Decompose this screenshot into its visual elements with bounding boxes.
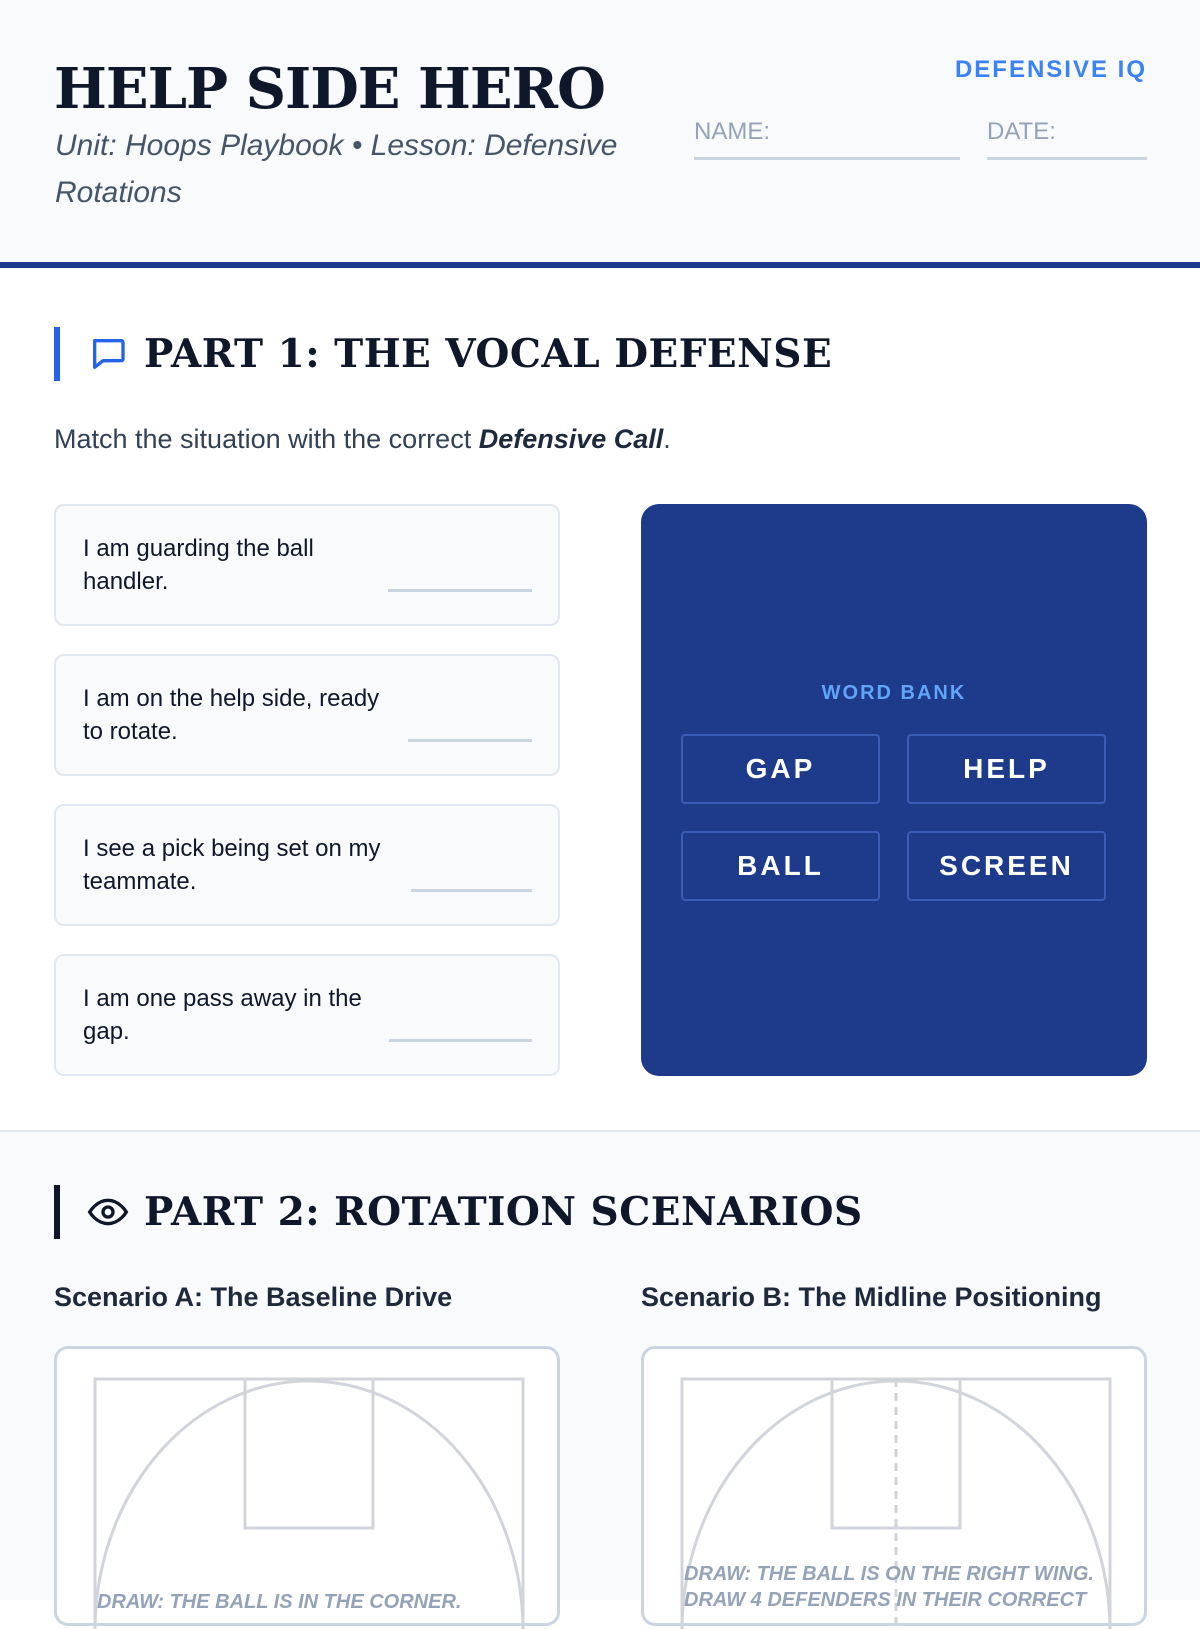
chat-bubble-icon xyxy=(88,334,128,374)
name-label: NAME: xyxy=(694,118,771,145)
answer-blank[interactable] xyxy=(411,889,532,892)
situation-text: I am on the help side, ready to rotate. xyxy=(83,685,380,745)
instruction-period: . xyxy=(663,424,671,454)
answer-blank[interactable] xyxy=(389,1039,532,1042)
scenario-a-court[interactable] xyxy=(54,1346,560,1626)
eye-icon xyxy=(88,1192,128,1232)
situation-text: I see a pick being set on my teammate. xyxy=(83,835,381,895)
scenario-b-instruction: DRAW: THE BALL IS ON THE RIGHT WING. DRAW 4 DEFENDERS IN THEIR CORRECT xyxy=(684,1563,1094,1611)
part1-title: PART 1: THE VOCAL DEFENSE xyxy=(144,331,833,377)
word-bank-item[interactable]: GAP xyxy=(681,734,880,804)
situation-text: I am guarding the ball handler. xyxy=(83,535,314,595)
answer-blank[interactable] xyxy=(408,739,532,742)
situation-card xyxy=(54,654,560,776)
word-bank-item[interactable]: BALL xyxy=(681,831,880,901)
word-bank-label: WORD BANK xyxy=(821,682,967,704)
half-court-diagram xyxy=(57,1349,563,1629)
worksheet-subtitle: Unit: Hoops Playbook • Lesson: Defensive Rotations xyxy=(55,129,618,209)
word-bank xyxy=(641,504,1147,1076)
name-field[interactable] xyxy=(694,118,960,160)
situation-text: I am one pass away in the gap. xyxy=(83,985,362,1045)
word-bank-item[interactable]: SCREEN xyxy=(907,831,1106,901)
scenario-a-title: Scenario A: The Baseline Drive xyxy=(54,1282,453,1312)
instruction-emphasis: Defensive Call xyxy=(478,424,664,454)
situation-card xyxy=(54,954,560,1076)
scenario-b-court[interactable] xyxy=(641,1346,1147,1626)
part1-instructions xyxy=(54,424,671,455)
word-bank-item[interactable]: HELP xyxy=(907,734,1106,804)
worksheet-header xyxy=(0,0,1200,268)
date-field[interactable] xyxy=(987,118,1147,160)
scenario-a-instruction: DRAW: THE BALL IS IN THE CORNER. xyxy=(97,1591,462,1613)
date-label: DATE: xyxy=(987,118,1056,145)
part1-heading xyxy=(54,327,832,381)
brand-label: DEFENSIVE IQ xyxy=(954,56,1147,83)
part2-heading xyxy=(54,1185,863,1239)
situation-card xyxy=(54,804,560,926)
scenario-b-title: Scenario B: The Midline Positioning xyxy=(641,1282,1102,1312)
part2-title: PART 2: ROTATION SCENARIOS xyxy=(144,1189,863,1235)
situation-card xyxy=(54,504,560,626)
instruction-text: Match the situation with the correct xyxy=(54,424,479,454)
worksheet-title: HELP SIDE HERO xyxy=(54,56,605,122)
answer-blank[interactable] xyxy=(388,589,532,592)
